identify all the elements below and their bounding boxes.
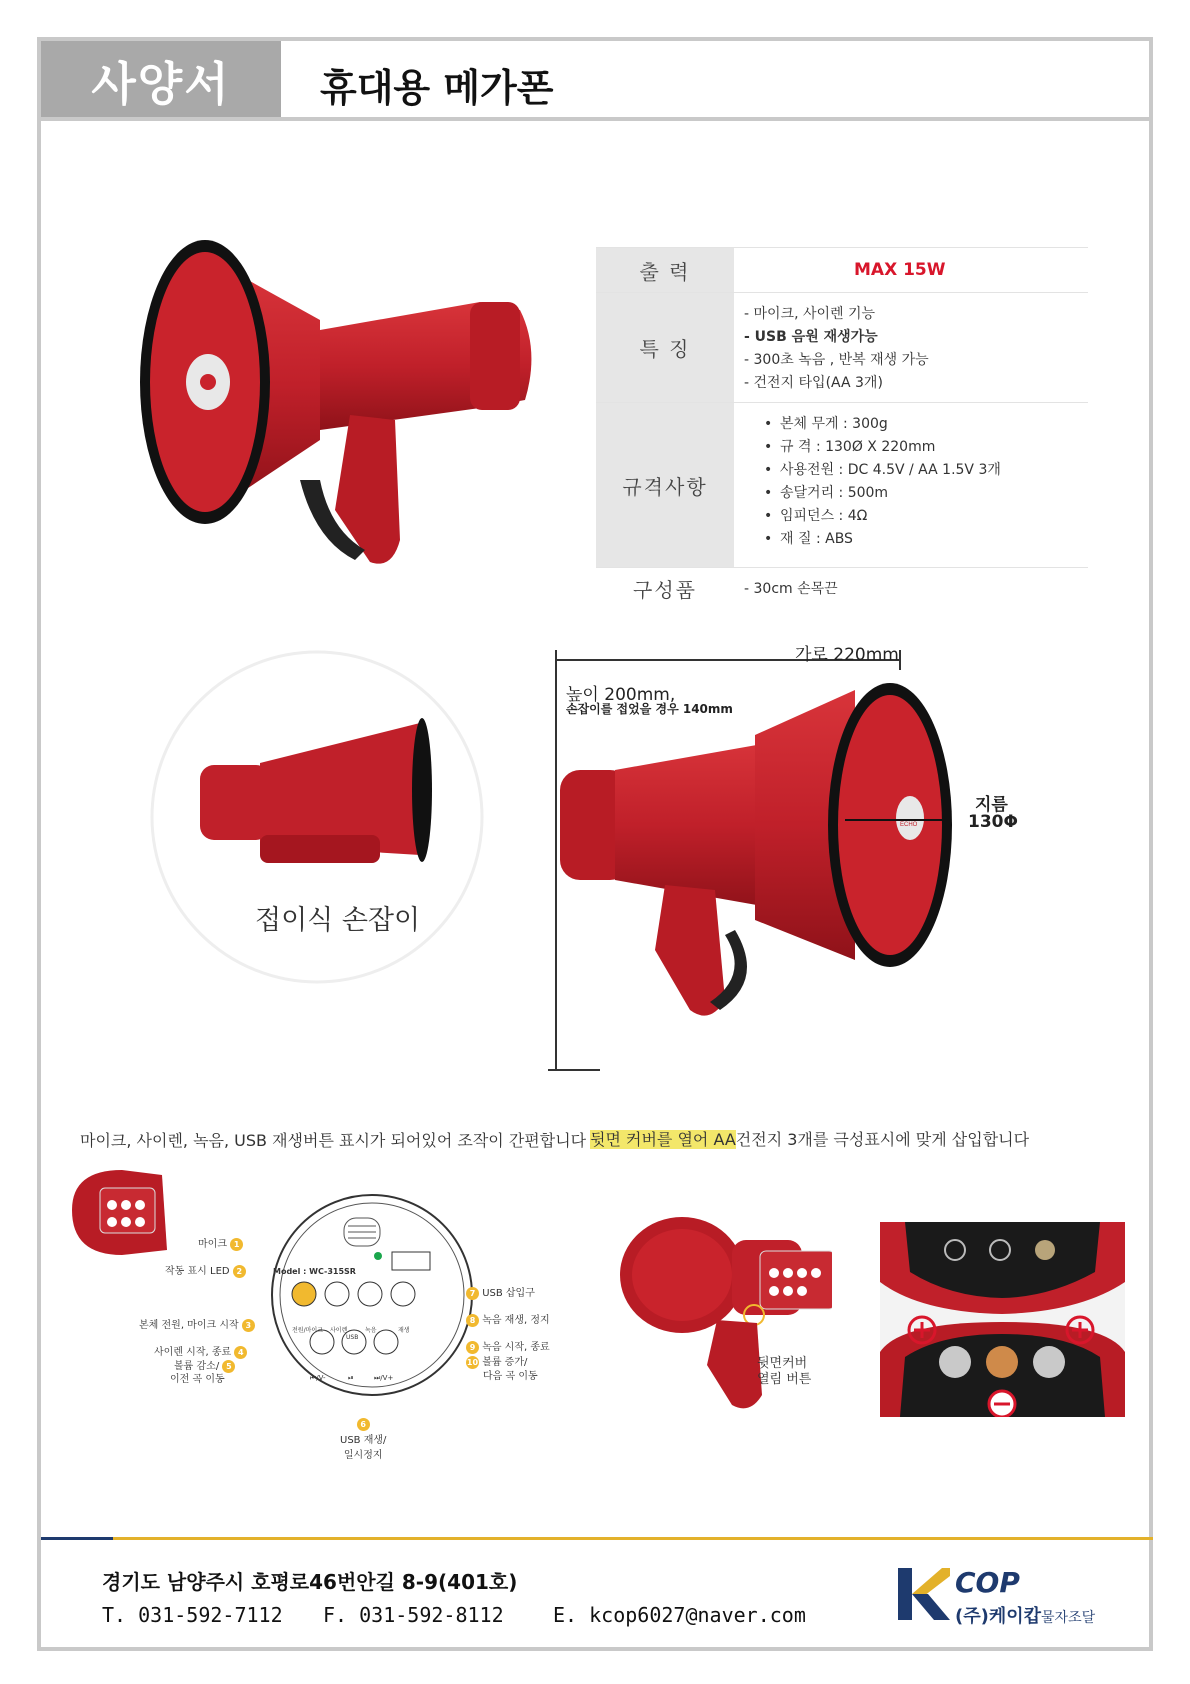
callout-text: 볼륨 증가/ [482,1357,528,1368]
callout-number: 3 [242,1319,255,1332]
battery-compartment-image [880,1222,1125,1417]
callout-text: 작동 표시 LED [165,1266,230,1277]
callout-text: USB 삽입구 [482,1288,535,1299]
footer-rule-blue [41,1537,113,1540]
spec-table [596,247,1088,609]
battery-caption [590,1127,1029,1150]
callout-number: 9 [466,1341,479,1354]
spec-item: • 재 질 : ABS [764,528,1078,551]
kcop-logo-mark [898,1568,950,1622]
panel-usb-label: USB [346,1334,359,1341]
control-panel-diagram [262,1190,482,1400]
battery-caption-highlight: 뒷면 커버를 열어 AA [590,1130,736,1149]
panel-btn-label: 재생 [398,1327,410,1334]
feature-item: - 건전지 타입(AA 3개) [744,375,883,391]
spec-row-features [596,292,1088,402]
spec-value-specs [734,403,1088,567]
diameter-label: 지름 [975,795,1008,815]
callout-next: 다음 곡 이동 [483,1371,538,1382]
spec-row-specs [596,402,1088,567]
height-folded-note: 손잡이를 접었을 경우 140mm [566,702,733,716]
callout-number: 7 [466,1287,479,1300]
panel-btn-label: ⏮/V- [310,1374,326,1382]
megaphone-side-image [555,680,975,1080]
spec-key-features: 특 징 [596,293,734,402]
spec-item: • 송달거리 : 500m [764,482,1078,505]
callout-led [165,1262,246,1278]
spec-item: • 사용전원 : DC 4.5V / AA 1.5V 3개 [764,459,1078,482]
callout-number: 1 [230,1238,243,1251]
callout-number: 8 [466,1314,479,1327]
rear-cover-label: 열림 버튼 [757,1372,812,1387]
panel-model: Model : WC-315SR [273,1267,356,1276]
feature-item: - 300초 녹음 , 반복 재생 가능 [744,352,929,368]
panel-btn-label: ⏯ [348,1374,354,1382]
panel-btn-label: 전원/마이크 [292,1327,324,1334]
callout-number: 2 [233,1265,246,1278]
callout-mic [198,1235,243,1251]
callout-number: 5 [222,1360,235,1373]
callout-number: 6 [357,1418,370,1431]
spec-item: • 규 격 : 130Ø X 220mm [764,436,1078,459]
callout-usb-port [466,1284,535,1300]
width-dimension: 가로 220mm [795,645,899,665]
callout-prev: 이전 곡 이동 [170,1374,225,1385]
feature-item: - USB 음원 재생가능 [744,329,878,345]
callout-usb-play [340,1418,386,1461]
panel-btn-label: ⏭/V+ [374,1374,394,1382]
footer-rule-gold [113,1537,1153,1540]
spec-item: • 본체 무게 : 300g [764,413,1078,436]
brand-mark-text: ECHO [900,822,918,828]
diameter-value: 130Φ [968,812,1018,832]
spec-key-components: 구성품 [596,568,734,609]
callout-text: 녹음 시작, 종료 [482,1342,550,1353]
email-address: E. kcop6027@naver.com [553,1603,806,1627]
height-dimension: 높이 200mm, [566,685,676,705]
buttons-caption: 마이크, 사이렌, 녹음, USB 재생버튼 표시가 되어있어 조작이 간편합니다 [80,1131,587,1150]
logo-company-name: (주)케이캅 [955,1606,1042,1627]
spec-row-output [596,247,1088,292]
megaphone-main-image [130,210,540,610]
callout-text: 사이렌 시작, 종료 [154,1347,232,1358]
header-label: 사양서 [91,57,231,111]
callout-text: 녹음 재생, 정지 [482,1315,550,1326]
panel-btn-label: 녹음 [365,1327,377,1334]
phone-number: T. 031-592-7112 [102,1603,283,1627]
panel-btn-label: 사이렌 [330,1327,348,1334]
rear-cover-label: 뒷면커버 [757,1356,808,1371]
callout-text: 마이크 [198,1239,227,1250]
spec-row-components [596,567,1088,609]
logo-company [955,1602,1095,1628]
folding-handle-view [150,645,485,990]
spec-key-specs: 규격사항 [596,403,734,567]
page-title: 휴대용 메가폰 [320,66,554,110]
callout-number: 4 [234,1346,247,1359]
rear-cover-image [612,1205,832,1425]
company-address: 경기도 남양주시 호평로46번안길 8-9(401호) [102,1570,518,1594]
feature-item: - 마이크, 사이렌 기능 [744,306,876,322]
callout-text: USB 재생/ [340,1435,387,1446]
callout-text: 본체 전원, 마이크 시작 [139,1320,239,1331]
spec-value-components: - 30cm 손목끈 [744,581,838,597]
callout-power [139,1316,255,1332]
fax-number: F. 031-592-8112 [323,1603,504,1627]
callout-rec-play [466,1311,550,1327]
battery-caption-rest: 건전지 3개를 극성표시에 맞게 삽입합니다 [735,1130,1030,1149]
logo-wordmark: COP [955,1566,1020,1599]
spec-value-features [734,293,1088,402]
logo-company-sub: 물자조달 [1041,1610,1096,1626]
spec-value-output: MAX 15W [854,259,946,280]
callout-text: 일시정지 [343,1450,383,1461]
folding-handle-label: 접이식 손잡이 [255,905,421,936]
header-divider [41,117,1149,121]
callout-text: 볼륨 감소/ [174,1361,220,1372]
spec-item: • 임피던스 : 4Ω [764,505,1078,528]
callout-number: 10 [466,1357,479,1367]
spec-key-output: 출 력 [596,248,734,292]
callout-rec [466,1338,550,1354]
rear-unit-thumbnail [62,1160,177,1270]
